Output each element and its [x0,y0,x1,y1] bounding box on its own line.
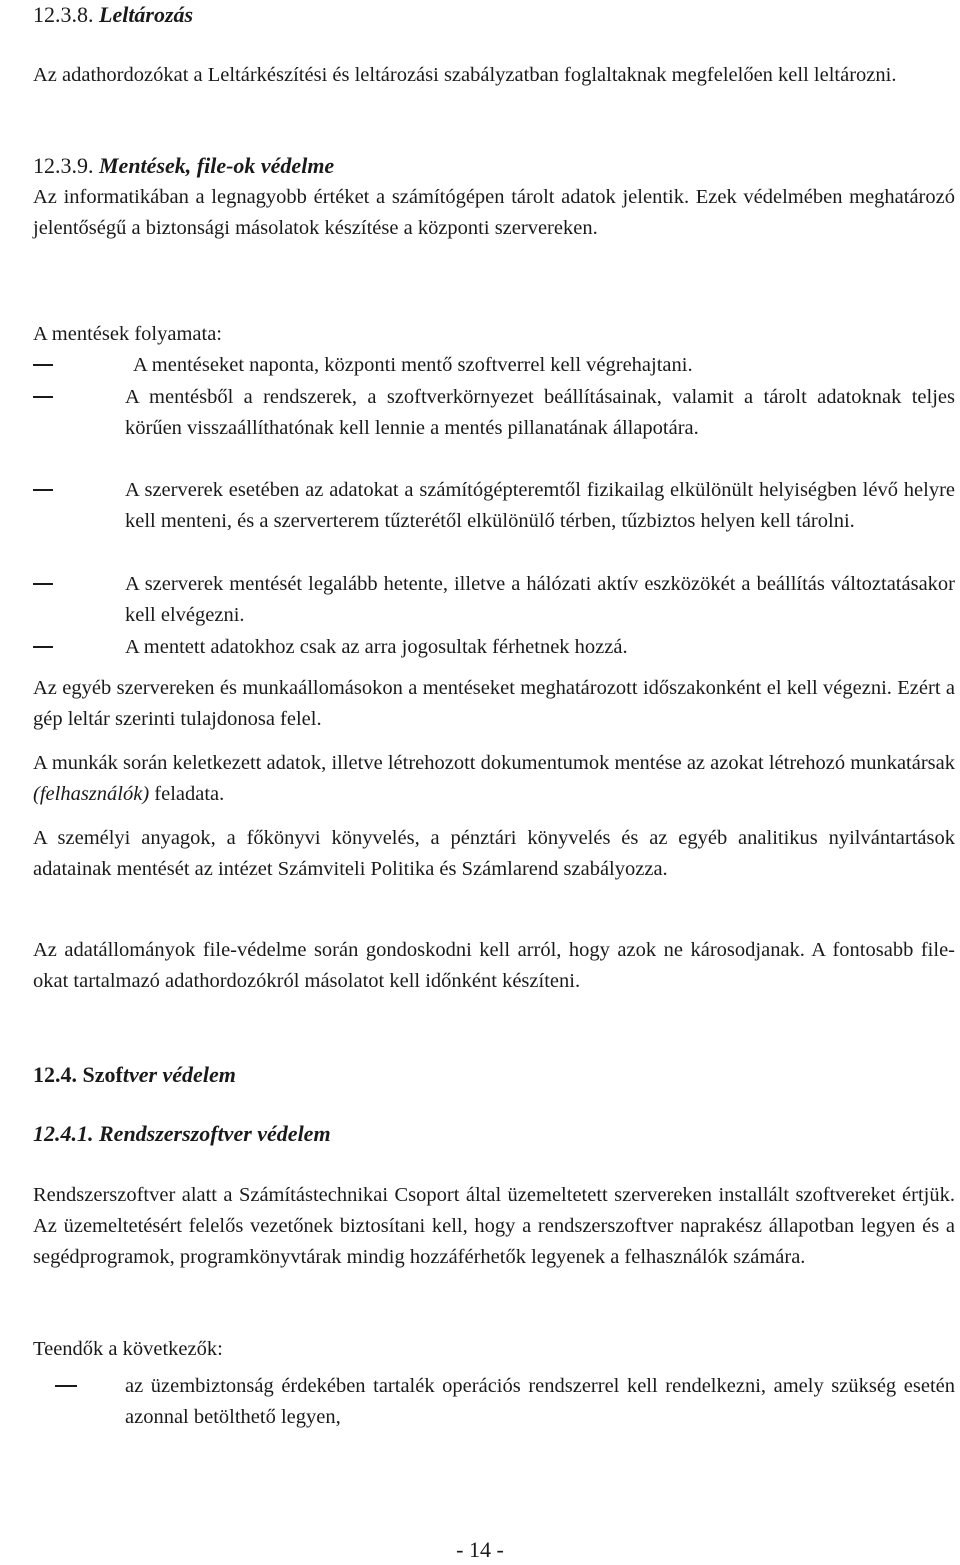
list-item [33,632,955,663]
list-item-text: az üzembiztonság érdekében tartalék operációs rendszerrel kell rendelkezni, amely szükség esetén azonnal betölthető legyen, [125,1375,955,1428]
text-run: feladata. [149,783,225,805]
list-item-text: A szerverek mentését legalább hetente, illetve a hálózati aktív eszközökét a beállítás változtatásakor kell elvégezni. [125,573,955,626]
dash-bullet [33,364,53,366]
heading-12-4 [33,1062,236,1088]
paragraph-inventory: Az adathordozókat a Leltárkészítési és leltározási szabályzatban foglaltaknak megfelelően kell leltározni. [33,64,897,86]
text-run-italic: (felhasználók) [33,783,150,805]
dash-bullet [55,1385,77,1387]
text-run: A munkák során keletkezett adatok, illetve létrehozott dokumentumok mentése az azokat létrehozó munkatársak [33,752,955,774]
paragraph-system-software: Rendszerszoftver alatt a Számítástechnikai Csoport által üzemeltetett szervereken installált szoftvereket értjük. Az üzemeltetésért felelős vezetőnek biztosítani kell, hogy a rendszerszoftver naprakész állapotban legyen és a segédprogramok, programkönyvtárak mindig hozzáférhetők legyenek a felhasználók számára. [33,1184,955,1268]
heading-number: 12.3.8. [33,2,94,27]
heading-number: 12.3.9. [33,153,94,178]
paragraph-backup-intro: Az informatikában a legnagyobb értéket a számítógépen tárolt adatok jelentik. Ezek védelmében meghatározó jelentőségű a biztonsági másolatok készítése a központi szervereken. [33,186,955,239]
list-item-text: A mentésből a rendszerek, a szoftverkörnyezet beállításainak, valamit a tárolt adatoknak teljes körűen visszaállíthatónak kell lennie a mentés pillanatának állapotára. [125,386,955,439]
list-item [33,569,955,631]
heading-12-4-1 [33,1121,331,1147]
list-item-text: A szerverek esetében az adatokat a számítógépteremtől fizikailag elkülönült helyiségben lévő helyre kell menteni, és a szerverterem tűzterétől elkülönülő térben, tűzbiztos helyen kell tárolni. [125,479,955,532]
heading-title: Mentések, file-ok védelme [99,153,335,178]
heading-title-part: Szof [82,1062,123,1087]
list-item [33,350,955,381]
heading-number: 12.4. [33,1062,77,1087]
dash-bullet [33,646,53,648]
heading-title: Leltározás [99,2,194,27]
dash-bullet [33,583,53,585]
heading-12-3-8 [33,2,193,28]
dash-bullet [33,396,53,398]
heading-title: Rendszerszoftver védelem [99,1121,331,1146]
list-item [33,1371,955,1433]
backup-list-intro: A mentések folyamata: [33,323,222,345]
tasks-list-intro: Teendők a következők: [33,1338,223,1360]
dash-bullet [33,489,53,491]
paragraph-accounting: A személyi anyagok, a főkönyvi könyvelés, a pénztári könyvelés és az egyéb analitikus nyilvántartások adatainak mentését az intézet Számviteli Politika és Számlarend szabályozza. [33,827,955,880]
paragraph-file-protection: Az adatállományok file-védelme során gondoskodni kell arról, hogy azok ne károsodjanak. A fontosabb file-okat tartalmazó adathordozókról másolatot kell időnként készíteni. [33,939,955,992]
heading-title-part: tver védelem [122,1062,236,1087]
heading-12-3-9 [33,153,334,179]
page-number: - 14 - [456,1537,504,1562]
list-item-text: A mentéseket naponta, központi mentő szoftverrel kell végrehajtani. [133,354,693,376]
list-item-text: A mentett adatokhoz csak az arra jogosultak férhetnek hozzá. [125,636,628,658]
list-item [33,382,955,444]
paragraph-user-backup [33,748,955,810]
heading-number: 12.4.1. [33,1121,94,1146]
paragraph-workstations: Az egyéb szervereken és munkaállomásokon a mentéseket meghatározott időszakonként el kell végezni. Ezért a gép leltár szerinti tulajdonosa felel. [33,677,955,730]
list-item [33,475,955,537]
